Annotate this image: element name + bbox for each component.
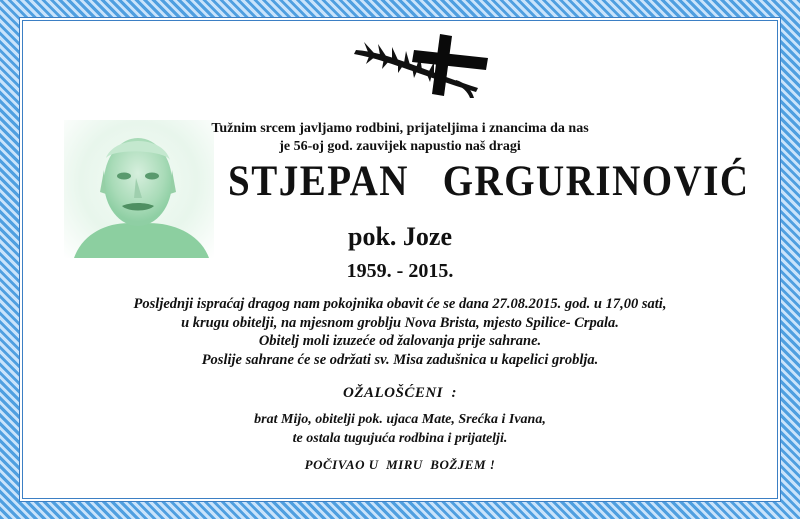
funeral-details — [60, 295, 740, 369]
funeral-line: u krugu obitelji, na mjesnom groblju Nova Brista, mjesto Spilice- Crpala. — [181, 314, 619, 331]
cross-with-palm-icon — [348, 32, 498, 102]
mourners-heading: OŽALOŠĆENI : — [342, 385, 457, 401]
life-years: 1959. - 2015. — [346, 260, 454, 282]
closing-blessing: POČIVAO U MIRU BOŽJEM ! — [304, 457, 496, 472]
father-name: pok. Joze — [348, 222, 452, 251]
mourners-list — [160, 410, 640, 448]
deceased-name: STJEPAN GRGURINOVIĆ — [228, 157, 750, 206]
funeral-line: Posljednji ispraćaj dragog nam pokojnika obavit će se dana 27.08.2015. god. u 17,00 sati, — [133, 296, 667, 312]
funeral-line: Poslije sahrane će se održati sv. Misa zadušnica u kapelici groblja. — [201, 351, 599, 368]
announcement-intro — [200, 120, 600, 156]
intro-line: Tužnim srcem javljamo rodbini, prijateljima i znancima da nas — [211, 121, 589, 136]
intro-line: je 56-oj god. zauvijek napustio naš dragi — [279, 139, 521, 154]
funeral-line: Obitelj moli izuzeće od žalovanja prije sahrane. — [258, 333, 542, 349]
mourner-line: brat Mijo, obitelji pok. ujaca Mate, Srećka i Ivana, — [254, 412, 546, 427]
portrait-photo — [64, 120, 214, 258]
mourner-line: te ostala tugujuća rodbina i prijatelji. — [292, 431, 508, 446]
